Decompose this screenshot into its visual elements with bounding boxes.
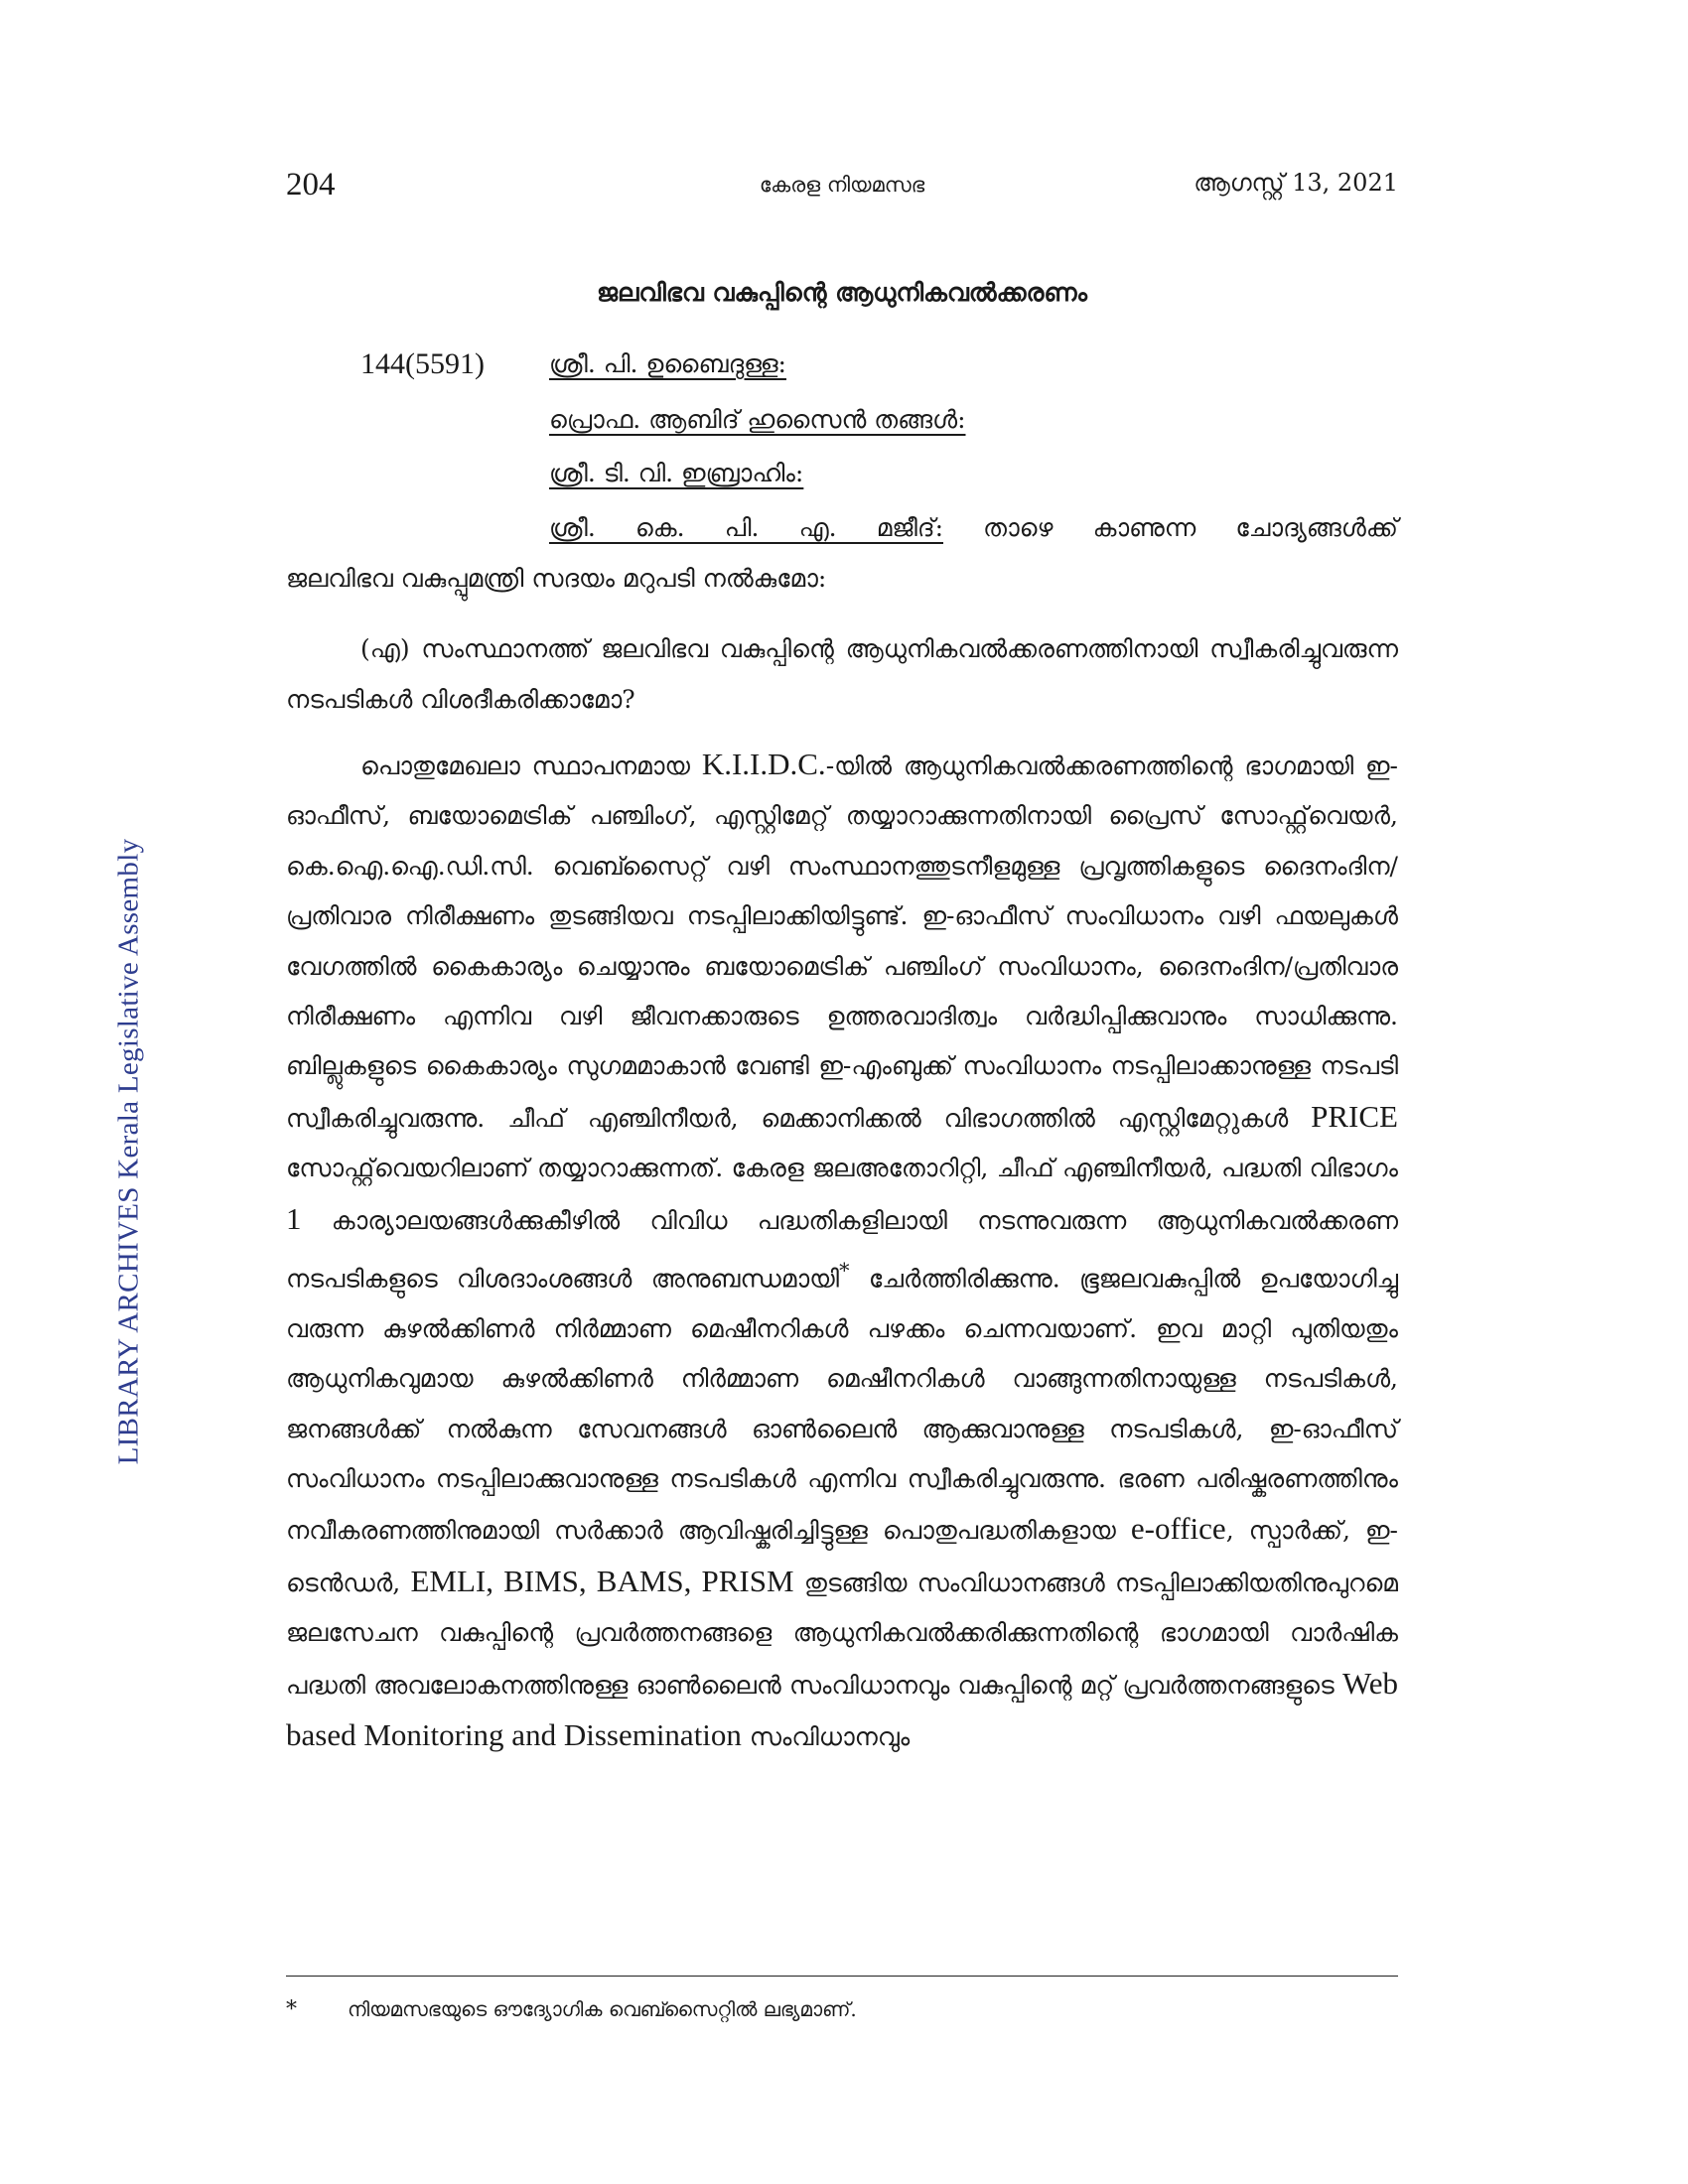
footnote-text: നിയമസഭയുടെ ഔദ്യോഗിക വെബ്സൈറ്റിൽ ലഭ്യമാണ്.: [348, 1997, 857, 2021]
header-date: ആഗസ്റ്റ് 13, 2021: [1194, 169, 1398, 197]
question-a: (എ) സംസ്ഥാനത്ത് ജലവിഭവ വകുപ്പിന്റെ ആധുനികവൽക്കരണത്തിനായി സ്വീകരിച്ചുവരുന്ന നടപടികൾ വിശദീകരിക്കാമോ?: [286, 634, 1398, 714]
answer-text: കാര്യാലയങ്ങൾക്കുകീഴിൽ വിവിധ പദ്ധതികളിലായി നടന്നുവരുന്ന ആധുനികവൽക്കരണ നടപടികളുടെ വിശദാംശങ്ങൾ അനുബന്ധമായി: [286, 1205, 1398, 1294]
answer-text: EMLI, BIMS, BAMS, PRISM: [410, 1563, 794, 1598]
answer-text: K.I.I.D.C.: [701, 747, 826, 781]
member-name: ശ്രീ. പി. ഉബൈദുള്ള:: [549, 349, 786, 378]
intro-text: ജലവിഭവ വകുപ്പുമന്ത്രി സദയം മറുപടി നൽകുമോ:: [286, 564, 827, 593]
member-name: ശ്രീ. ടി. വി. ഇബ്രാഹിം:: [549, 459, 804, 487]
answer-text: e-office: [1130, 1511, 1226, 1547]
answer-paragraph: [286, 740, 1398, 1762]
answer-text: -യിൽ ആധുനികവൽക്കരണത്തിന്റെ ഭാഗമായി ഇ-ഓഫീസ്, ബയോമെട്രിക് പഞ്ചിംഗ്, എസ്റ്റിമേറ്റ് തയ്യാറാക്കുന്നതിനായി പ്രൈസ് സോഫ്റ്റ്‌വെയർ, കെ.ഐ.ഐ.ഡി.സി. വെബ്സൈറ്റ് വഴി സംസ്ഥാനത്തുടനീളമുള്ള പ്രവൃത്തികളുടെ ദൈനംദിന/പ്രതിവാര നിരീക്ഷണം തുടങ്ങിയവ നടപ്പിലാക്കിയിട്ടുണ്ട്. ഇ-ഓഫീസ് സംവിധാനം വഴി ഫയലുകൾ വേഗത്തിൽ കൈകാര്യം ചെയ്യാനും ബയോമെട്രിക് പഞ്ചിംഗ് സംവിധാനം, ദൈനംദിന/പ്രതിവാര നിരീക്ഷണം എന്നിവ വഴി ജീവനക്കാരുടെ ഉത്തരവാദിത്വം വർദ്ധിപ്പിക്കുവാനും സാധിക്കുന്നു. ബില്ലുകളുടെ കൈകാര്യം സുഗമമാകാൻ വേണ്ടി ഇ-എംബുക്ക് സംവിധാനം നടപ്പിലാക്കാനുള്ള നടപടി സ്വീകരിച്ചുവരുന്നു. ചീഫ് എഞ്ചിനീയർ, മെക്കാനിക്കൽ വിഭാഗത്തിൽ എസ്റ്റിമേറ്റുകൾ: [286, 751, 1399, 1133]
answer-text: സംവിധാനവും: [741, 1722, 911, 1752]
answer-text: പൊതുമേഖലാ സ്ഥാപനമായ: [360, 751, 702, 780]
footnote-mark: *: [286, 1997, 297, 2022]
archive-watermark: LIBRARY ARCHIVES Kerala Legislative Assembly: [112, 838, 145, 1465]
footnote-reference: *: [839, 1259, 850, 1284]
footnote-divider: [286, 1976, 1398, 1977]
answer-text: 1: [286, 1200, 302, 1236]
intro-text: താഴെ കാണുന്ന ചോദ്യങ്ങൾക്ക്: [983, 513, 1398, 542]
answer-text: തുടങ്ങിയ സംവിധാനങ്ങൾ നടപ്പിലാക്കിയതിനുപുറമെ ജലസേചന വകുപ്പിന്റെ പ്രവർത്തനങ്ങളെ ആധുനികവൽക്കരിക്കുന്നതിന്റെ ഭാഗമായി വാർഷിക പദ്ധതി അവലോകനത്തിനുള്ള ഓൺലൈൻ സംവിധാനവും വകുപ്പിന്റെ മറ്റ് പ്രവർത്തനങ്ങളുടെ: [286, 1568, 1398, 1700]
answer-text: Web based Monitoring and Dissemination: [286, 1665, 1398, 1753]
page-number: 204: [286, 167, 336, 203]
member-name: ശ്രീ. കെ. പി. എ. മജീദ്:: [549, 513, 943, 542]
answer-text: , സ്പാർക്ക്, ഇ-ടെൻഡർ,: [286, 1516, 1399, 1597]
member-line: [549, 513, 1398, 543]
answer-text: സോഫ്റ്റ്‌വെയറിലാണ് തയ്യാറാക്കുന്നത്. കേരള ജലഅതോറിറ്റി, ചീഫ് എഞ്ചിനീയർ, പദ്ധതി വിഭാഗം: [286, 1154, 1398, 1183]
answer-text: ചേർത്തിരിക്കുന്നു. ഭൂജലവകുപ്പിൽ ഉപയോഗിച്ചു വരുന്ന കുഴൽക്കിണർ നിർമ്മാണ മെഷീനറികൾ പഴക്കം ചെന്നവയാണ്. ഇവ മാറ്റി പുതിയതും ആധുനികവുമായ കുഴൽക്കിണർ നിർമ്മാണ മെഷീനറികൾ വാങ്ങുന്നതിനായുള്ള നടപടികൾ, ജനങ്ങൾക്ക് നൽകുന്ന സേവനങ്ങൾ ഓൺലൈൻ ആക്കുവാനുള്ള നടപടികൾ, ഇ-ഓഫീസ് സംവിധാനം നടപ്പിലാക്കുവാനുള്ള നടപടികൾ എന്നിവ സ്വീകരിച്ചുവരുന്നു. ഭരണ പരിഷ്കരണത്തിനും നവീകരണത്തിനുമായി സർക്കാർ ആവിഷ്കരിച്ചിട്ടുള്ള പൊതുപദ്ധതികളായ: [286, 1264, 1399, 1546]
page-header: [286, 167, 1398, 206]
question-heading: ജലവിഭവ വകുപ്പിന്റെ ആധുനികവൽക്കരണം: [596, 278, 1088, 307]
member-name: പ്രൊഫ. ആബിദ് ഹുസൈൻ തങ്ങൾ:: [549, 405, 966, 434]
running-title: കേരള നിയമസഭ: [759, 173, 925, 197]
answer-text: PRICE: [1311, 1098, 1398, 1134]
question-number: 144(5591): [360, 347, 485, 380]
